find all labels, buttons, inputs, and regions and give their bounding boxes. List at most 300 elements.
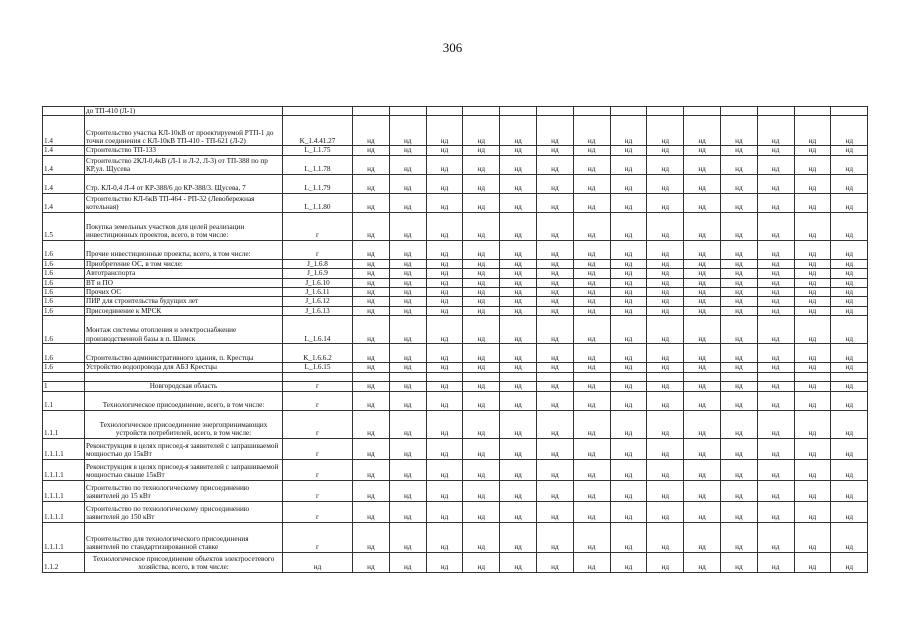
value-cell: нд <box>353 438 390 459</box>
value-cell: нд <box>610 316 647 344</box>
value-cell: нд <box>720 410 757 438</box>
value-cell: нд <box>353 174 390 193</box>
value-cell: нд <box>831 438 868 459</box>
value-cell: нд <box>389 501 426 522</box>
value-cell: нд <box>426 501 463 522</box>
value-cell: нд <box>794 438 831 459</box>
value-cell: нд <box>757 116 794 146</box>
value-cell: нд <box>536 363 573 372</box>
value-cell: нд <box>426 391 463 410</box>
value-cell: нд <box>684 193 721 212</box>
value-cell: нд <box>757 344 794 363</box>
project-name-cell: Реконструкция в целях присоед-я заявителей с запрашиваемой мощностью свыше 15кВт <box>85 459 283 480</box>
row-number-cell: 1.6 <box>43 240 85 259</box>
value-cell: нд <box>353 278 390 287</box>
value-cell: нд <box>610 480 647 501</box>
table-row <box>43 501 868 522</box>
value-cell: нд <box>463 522 500 552</box>
value-cell: нд <box>684 344 721 363</box>
value-cell: нд <box>720 259 757 268</box>
value-cell: нд <box>463 155 500 174</box>
value-cell: нд <box>684 259 721 268</box>
value-cell: нд <box>647 381 684 391</box>
value-cell: нд <box>573 522 610 552</box>
value-cell: нд <box>536 306 573 315</box>
value-cell: нд <box>463 381 500 391</box>
value-cell: нд <box>684 297 721 306</box>
project-code-cell: J_1.6.10 <box>283 278 353 287</box>
value-cell: нд <box>389 438 426 459</box>
value-cell: нд <box>500 146 537 155</box>
value-cell: нд <box>536 193 573 212</box>
value-cell: нд <box>647 480 684 501</box>
value-cell: нд <box>831 501 868 522</box>
value-cell: нд <box>720 363 757 372</box>
value-cell: нд <box>463 297 500 306</box>
value-cell: нд <box>500 410 537 438</box>
table-row <box>43 459 868 480</box>
value-cell: нд <box>757 480 794 501</box>
value-cell: нд <box>573 297 610 306</box>
value-cell: нд <box>536 410 573 438</box>
investment-program-table <box>42 106 868 573</box>
value-cell: нд <box>573 459 610 480</box>
value-cell: нд <box>684 174 721 193</box>
table-row <box>43 259 868 268</box>
value-cell: нд <box>500 391 537 410</box>
project-code-cell: г <box>283 381 353 391</box>
value-cell: нд <box>353 410 390 438</box>
value-cell: нд <box>831 278 868 287</box>
value-cell: нд <box>573 116 610 146</box>
table-row <box>43 522 868 552</box>
project-name-cell: ПИР для строительства будущих лет <box>85 297 283 306</box>
value-cell: нд <box>500 193 537 212</box>
value-cell: нд <box>610 297 647 306</box>
value-cell: нд <box>647 174 684 193</box>
value-cell: нд <box>610 146 647 155</box>
value-cell <box>463 372 500 381</box>
value-cell: нд <box>831 269 868 278</box>
project-name-cell: Прочих ОС <box>85 288 283 297</box>
value-cell: нд <box>536 212 573 240</box>
value-cell: нд <box>389 391 426 410</box>
value-cell: нд <box>536 501 573 522</box>
value-cell: нд <box>684 146 721 155</box>
value-cell: нд <box>831 522 868 552</box>
value-cell: нд <box>463 146 500 155</box>
value-cell: нд <box>426 174 463 193</box>
table-row <box>43 107 868 116</box>
value-cell: нд <box>389 259 426 268</box>
project-name-cell: Строительство административного здания, п. Крестцы <box>85 344 283 363</box>
value-cell: нд <box>720 459 757 480</box>
value-cell: нд <box>720 193 757 212</box>
value-cell: нд <box>353 297 390 306</box>
value-cell: нд <box>831 259 868 268</box>
value-cell: нд <box>647 459 684 480</box>
value-cell: нд <box>610 344 647 363</box>
value-cell: нд <box>647 501 684 522</box>
value-cell: нд <box>610 552 647 572</box>
value-cell: нд <box>757 363 794 372</box>
value-cell: нд <box>573 240 610 259</box>
project-name-cell: Строительство 2КЛ-0,4кВ (Л-1 и Л-2, Л-3) от ТП-388 по пр КР,ул. Щусева <box>85 155 283 174</box>
value-cell: нд <box>389 344 426 363</box>
value-cell: нд <box>684 391 721 410</box>
value-cell: нд <box>389 297 426 306</box>
value-cell: нд <box>536 391 573 410</box>
value-cell: нд <box>353 363 390 372</box>
value-cell: нд <box>647 363 684 372</box>
value-cell: нд <box>536 522 573 552</box>
value-cell: нд <box>647 391 684 410</box>
value-cell: нд <box>426 297 463 306</box>
value-cell: нд <box>720 552 757 572</box>
table-row <box>43 297 868 306</box>
value-cell: нд <box>684 155 721 174</box>
value-cell: нд <box>831 381 868 391</box>
project-code-cell: г <box>283 438 353 459</box>
project-code-cell: г <box>283 480 353 501</box>
table-row <box>43 155 868 174</box>
value-cell: нд <box>794 174 831 193</box>
value-cell: нд <box>647 344 684 363</box>
value-cell <box>720 107 757 116</box>
value-cell: нд <box>794 116 831 146</box>
value-cell: нд <box>353 193 390 212</box>
value-cell <box>794 372 831 381</box>
value-cell: нд <box>389 522 426 552</box>
value-cell: нд <box>757 269 794 278</box>
project-name-cell: Технологическое присоединение, всего, в том числе: <box>85 391 283 410</box>
value-cell: нд <box>389 269 426 278</box>
value-cell: нд <box>684 269 721 278</box>
value-cell: нд <box>463 288 500 297</box>
value-cell: нд <box>536 552 573 572</box>
value-cell: нд <box>757 552 794 572</box>
value-cell: нд <box>500 316 537 344</box>
value-cell: нд <box>794 459 831 480</box>
value-cell: нд <box>647 297 684 306</box>
value-cell: нд <box>831 344 868 363</box>
project-name-cell: Строительство КЛ-6кВ ТП-464 - РП-32 (Левобережная котельная) <box>85 193 283 212</box>
project-code-cell: J_1.6.12 <box>283 297 353 306</box>
table-row <box>43 146 868 155</box>
value-cell: нд <box>353 459 390 480</box>
value-cell: нд <box>794 501 831 522</box>
value-cell: нд <box>647 438 684 459</box>
project-name-cell: Монтаж системы отопления и электроснабжение производственной базы в п. Шимск <box>85 316 283 344</box>
value-cell: нд <box>426 459 463 480</box>
value-cell: нд <box>573 381 610 391</box>
value-cell: нд <box>389 193 426 212</box>
table-row <box>43 363 868 372</box>
value-cell: нд <box>794 306 831 315</box>
value-cell: нд <box>463 438 500 459</box>
row-number-cell: 1.1 <box>43 391 85 410</box>
value-cell: нд <box>463 193 500 212</box>
table-row <box>43 116 868 146</box>
value-cell: нд <box>353 259 390 268</box>
value-cell: нд <box>573 306 610 315</box>
value-cell: нд <box>500 240 537 259</box>
value-cell: нд <box>426 363 463 372</box>
row-number-cell <box>43 372 85 381</box>
value-cell: нд <box>794 316 831 344</box>
table-row <box>43 316 868 344</box>
table-row <box>43 212 868 240</box>
project-name-cell: Строительство по технологическому присоединению заявителей до 15 кВт <box>85 480 283 501</box>
value-cell: нд <box>389 116 426 146</box>
row-number-cell: 1.6 <box>43 278 85 287</box>
value-cell: нд <box>610 288 647 297</box>
value-cell <box>573 372 610 381</box>
value-cell: нд <box>684 438 721 459</box>
value-cell: нд <box>426 146 463 155</box>
row-number-cell: 1.6 <box>43 363 85 372</box>
value-cell: нд <box>610 240 647 259</box>
value-cell: нд <box>831 410 868 438</box>
value-cell: нд <box>831 459 868 480</box>
value-cell: нд <box>353 116 390 146</box>
value-cell: нд <box>757 306 794 315</box>
value-cell: нд <box>684 480 721 501</box>
table-row <box>43 438 868 459</box>
value-cell: нд <box>500 174 537 193</box>
value-cell: нд <box>794 410 831 438</box>
value-cell: нд <box>389 381 426 391</box>
table-row <box>43 288 868 297</box>
value-cell: нд <box>463 212 500 240</box>
table-row <box>43 552 868 572</box>
value-cell: нд <box>610 174 647 193</box>
value-cell: нд <box>500 459 537 480</box>
row-number-cell: 1.4 <box>43 174 85 193</box>
project-name-cell: Технологическое присоединение энергопринимающих устройств потребителей, всего, в том числе: <box>85 410 283 438</box>
project-code-cell <box>283 372 353 381</box>
value-cell <box>757 372 794 381</box>
row-number-cell: 1.4 <box>43 146 85 155</box>
value-cell: нд <box>389 155 426 174</box>
value-cell: нд <box>500 297 537 306</box>
value-cell: нд <box>500 522 537 552</box>
value-cell: нд <box>573 212 610 240</box>
value-cell: нд <box>757 391 794 410</box>
value-cell: нд <box>536 259 573 268</box>
value-cell: нд <box>831 174 868 193</box>
row-number-cell: 1.6 <box>43 306 85 315</box>
value-cell: нд <box>794 278 831 287</box>
value-cell: нд <box>720 381 757 391</box>
value-cell: нд <box>353 381 390 391</box>
value-cell: нд <box>536 381 573 391</box>
value-cell: нд <box>353 480 390 501</box>
value-cell <box>500 107 537 116</box>
value-cell: нд <box>426 288 463 297</box>
value-cell: нд <box>426 259 463 268</box>
value-cell: нд <box>647 116 684 146</box>
value-cell: нд <box>536 116 573 146</box>
value-cell: нд <box>573 480 610 501</box>
project-code-cell: г <box>283 410 353 438</box>
table-row <box>43 269 868 278</box>
row-number-cell: 1.6 <box>43 269 85 278</box>
value-cell: нд <box>463 459 500 480</box>
row-number-cell: 1.6 <box>43 344 85 363</box>
value-cell: нд <box>536 240 573 259</box>
row-number-cell: 1.4 <box>43 116 85 146</box>
value-cell: нд <box>794 381 831 391</box>
value-cell: нд <box>831 316 868 344</box>
project-name-cell: Строительство участка КЛ-10кВ от проектируемой РТП-1 до точки соединения с КЛ-10кВ ТП-410 - ТП-621 (Л-2) <box>85 116 283 146</box>
value-cell <box>720 372 757 381</box>
value-cell: нд <box>353 552 390 572</box>
value-cell: нд <box>794 480 831 501</box>
value-cell: нд <box>794 269 831 278</box>
value-cell: нд <box>757 501 794 522</box>
project-name-cell: Строительство для технологического присоединения заявителей по стандартизированной ставке <box>85 522 283 552</box>
value-cell: нд <box>500 212 537 240</box>
value-cell: нд <box>426 522 463 552</box>
value-cell: нд <box>463 501 500 522</box>
value-cell: нд <box>536 174 573 193</box>
value-cell: нд <box>831 288 868 297</box>
value-cell: нд <box>647 193 684 212</box>
project-code-cell: J_1.6.8 <box>283 259 353 268</box>
value-cell: нд <box>353 288 390 297</box>
value-cell: нд <box>720 269 757 278</box>
value-cell: нд <box>353 269 390 278</box>
value-cell: нд <box>610 259 647 268</box>
value-cell: нд <box>684 278 721 287</box>
project-code-cell: нд <box>283 552 353 572</box>
value-cell: нд <box>610 391 647 410</box>
value-cell: нд <box>794 344 831 363</box>
value-cell: нд <box>647 316 684 344</box>
value-cell <box>389 372 426 381</box>
row-number-cell: 1.1.1.1 <box>43 438 85 459</box>
value-cell: нд <box>720 146 757 155</box>
value-cell: нд <box>573 288 610 297</box>
value-cell: нд <box>500 381 537 391</box>
value-cell: нд <box>610 116 647 146</box>
row-number-cell: 1.6 <box>43 316 85 344</box>
project-code-cell: г <box>283 501 353 522</box>
project-name-cell: Автотранспорта <box>85 269 283 278</box>
value-cell: нд <box>684 522 721 552</box>
value-cell: нд <box>426 155 463 174</box>
value-cell <box>426 372 463 381</box>
project-code-cell: J_1.6.13 <box>283 306 353 315</box>
table-row <box>43 410 868 438</box>
value-cell: нд <box>610 306 647 315</box>
value-cell: нд <box>426 193 463 212</box>
value-cell: нд <box>573 269 610 278</box>
value-cell: нд <box>536 438 573 459</box>
value-cell: нд <box>426 212 463 240</box>
value-cell: нд <box>794 212 831 240</box>
value-cell: нд <box>720 240 757 259</box>
value-cell <box>353 107 390 116</box>
value-cell: нд <box>720 212 757 240</box>
project-code-cell: г <box>283 459 353 480</box>
value-cell: нд <box>831 116 868 146</box>
value-cell: нд <box>831 480 868 501</box>
value-cell <box>426 107 463 116</box>
value-cell: нд <box>720 288 757 297</box>
value-cell: нд <box>794 240 831 259</box>
row-number-cell: 1.4 <box>43 193 85 212</box>
value-cell: нд <box>426 552 463 572</box>
value-cell: нд <box>794 552 831 572</box>
value-cell: нд <box>426 410 463 438</box>
value-cell: нд <box>720 522 757 552</box>
value-cell: нд <box>794 193 831 212</box>
value-cell: нд <box>389 288 426 297</box>
value-cell: нд <box>720 278 757 287</box>
value-cell: нд <box>353 391 390 410</box>
value-cell: нд <box>426 480 463 501</box>
row-number-cell: 1.1.1.1 <box>43 522 85 552</box>
project-name-cell <box>85 372 283 381</box>
row-number-cell: 1.1.2 <box>43 552 85 572</box>
value-cell: нд <box>757 410 794 438</box>
value-cell: нд <box>573 174 610 193</box>
value-cell: нд <box>500 344 537 363</box>
value-cell: нд <box>610 269 647 278</box>
value-cell: нд <box>500 306 537 315</box>
project-code-cell: г <box>283 240 353 259</box>
value-cell <box>536 107 573 116</box>
value-cell: нд <box>536 480 573 501</box>
value-cell: нд <box>426 240 463 259</box>
project-name-cell: Реконструкция в целях присоед-я заявителей с запрашиваемой мощностью до 15кВт <box>85 438 283 459</box>
value-cell <box>610 107 647 116</box>
value-cell: нд <box>463 316 500 344</box>
value-cell: нд <box>389 363 426 372</box>
value-cell: нд <box>426 316 463 344</box>
value-cell: нд <box>426 278 463 287</box>
table-row <box>43 240 868 259</box>
value-cell: нд <box>573 344 610 363</box>
value-cell: нд <box>389 459 426 480</box>
value-cell: нд <box>831 155 868 174</box>
value-cell: нд <box>720 116 757 146</box>
project-name-cell: Строительство ТП-133 <box>85 146 283 155</box>
value-cell: нд <box>757 193 794 212</box>
table-row <box>43 391 868 410</box>
value-cell: нд <box>353 240 390 259</box>
value-cell: нд <box>684 552 721 572</box>
value-cell: нд <box>463 391 500 410</box>
row-number-cell: 1.1.1.1 <box>43 501 85 522</box>
value-cell: нд <box>573 410 610 438</box>
value-cell: нд <box>610 212 647 240</box>
project-name-cell: Приобретение ОС, в том числе: <box>85 259 283 268</box>
value-cell: нд <box>353 344 390 363</box>
value-cell: нд <box>536 146 573 155</box>
project-name-cell: Покупка земельных участков для целей реализации инвестиционных проектов, всего, в том числе: <box>85 212 283 240</box>
value-cell: нд <box>794 155 831 174</box>
value-cell: нд <box>831 306 868 315</box>
value-cell: нд <box>500 269 537 278</box>
value-cell: нд <box>647 552 684 572</box>
table-row <box>43 278 868 287</box>
project-code-cell: L_1.1.78 <box>283 155 353 174</box>
value-cell <box>757 107 794 116</box>
value-cell: нд <box>831 391 868 410</box>
